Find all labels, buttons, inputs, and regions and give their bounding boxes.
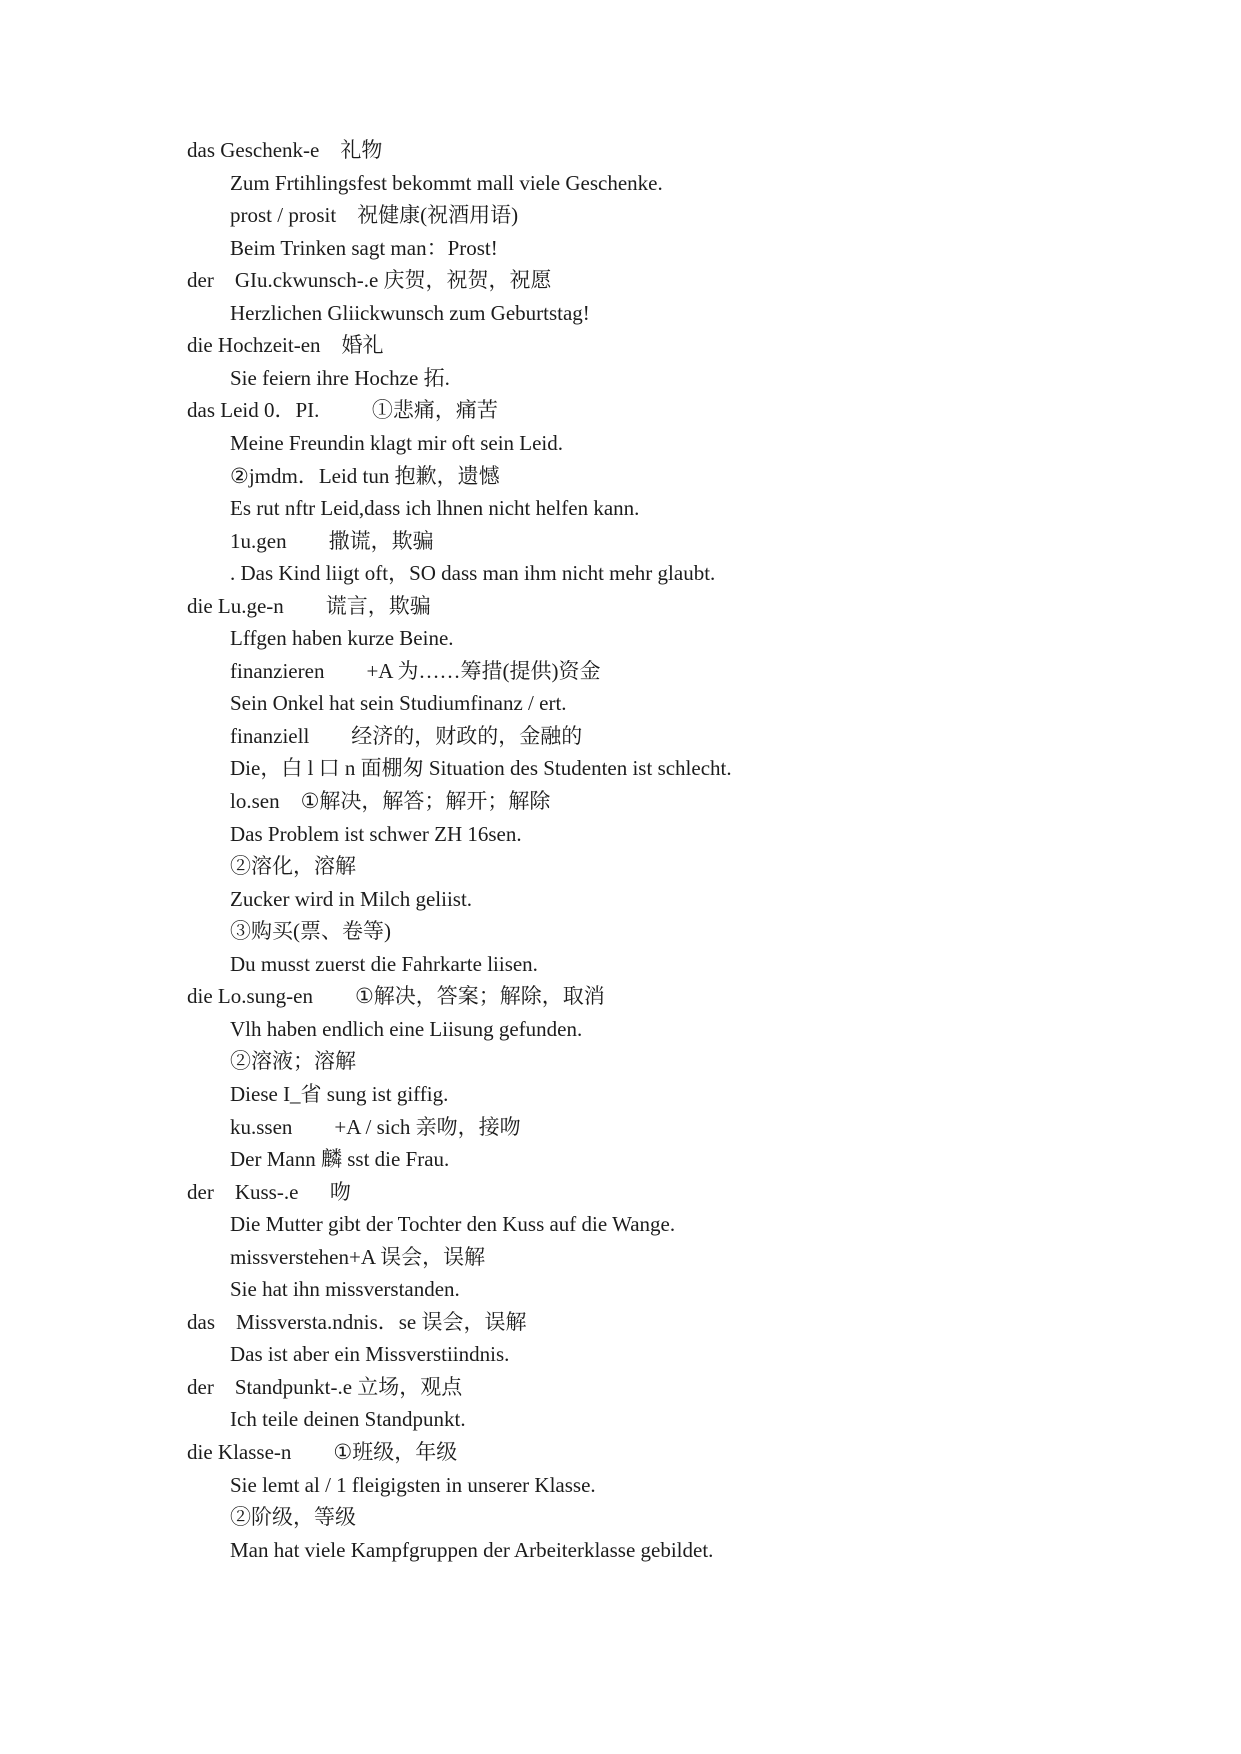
- example-line: Das Problem ist schwer ZH 16sen.: [230, 822, 522, 846]
- example-line: ②溶液；溶解: [230, 1049, 356, 1073]
- example-line: Es rut nftr Leid,dass ich lhnen nicht helfen kann.: [230, 496, 640, 520]
- headword-line: das Missversta.ndnis．se 误会，误解: [187, 1310, 527, 1334]
- example-line: Sein Onkel hat sein Studiumfinanz / ert.: [230, 691, 567, 715]
- example-line: Sie hat ihn missverstanden.: [230, 1277, 460, 1301]
- example-line: lo.sen ①解决，解答；解开；解除: [230, 789, 551, 813]
- example-line: Du musst zuerst die Fahrkarte liisen.: [230, 952, 538, 976]
- headword-line: die Klasse-n ①班级，年级: [187, 1440, 458, 1464]
- example-line: . Das Kind liigt oft，SO dass man ihm nicht mehr glaubt.: [230, 561, 716, 585]
- example-line: ku.ssen +A / sich 亲吻，接吻: [230, 1115, 521, 1139]
- headword-line: das Geschenk-e 礼物: [187, 138, 383, 162]
- example-line: missverstehen+A 误会，误解: [230, 1245, 486, 1269]
- example-line: Die Mutter gibt der Tochter den Kuss auf die Wange.: [230, 1212, 676, 1236]
- example-line: Zum Frtihlingsfest bekommt mall viele Geschenke.: [230, 171, 663, 195]
- headword-line: der GIu.ckwunsch-.e 庆贺，祝贺，祝愿: [187, 268, 552, 292]
- headword-line: die Hochzeit-en 婚礼: [187, 333, 384, 357]
- headword-line: die Lu.ge-n 谎言，欺骗: [187, 594, 431, 618]
- headword-line: der Kuss-.e 吻: [187, 1180, 351, 1204]
- example-line: Herzlichen Gliickwunsch zum Geburtstag!: [230, 301, 590, 325]
- example-line: Sie feiern ihre Hochze 拓.: [230, 366, 450, 390]
- headword-line: das Leid 0．PI. ①悲痛，痛苦: [187, 398, 498, 422]
- example-line: Das ist aber ein Missverstiindnis.: [230, 1342, 510, 1366]
- example-line: Der Mann 麟 sst die Frau.: [230, 1147, 450, 1171]
- example-line: prost / prosit 祝健康(祝酒用语): [230, 203, 519, 227]
- example-line: Sie lemt al / 1 fleigigsten in unserer Klasse.: [230, 1473, 596, 1497]
- example-line: Beim Trinken sagt man：Prost!: [230, 236, 498, 260]
- example-line: Diese I_省 sung ist giffig.: [230, 1082, 449, 1106]
- example-line: ②溶化，溶解: [230, 854, 356, 878]
- example-line: Ich teile deinen Standpunkt.: [230, 1407, 466, 1431]
- example-line: finanziell 经济的，财政的，金融的: [230, 724, 583, 748]
- example-line: Vlh haben endlich eine Liisung gefunden.: [230, 1017, 583, 1041]
- headword-line: der Standpunkt-.e 立场，观点: [187, 1375, 463, 1399]
- example-line: Man hat viele Kampfgruppen der Arbeiterklasse gebildet.: [230, 1538, 714, 1562]
- example-line: ③购买(票、卷等): [230, 919, 391, 943]
- example-line: Meine Freundin klagt mir oft sein Leid.: [230, 431, 564, 455]
- example-line: Die，白 l 口 n 面棚匆 Situation des Studenten ist schlecht.: [230, 756, 732, 780]
- example-line: ②jmdm．Leid tun 抱歉，遗憾: [230, 464, 500, 488]
- example-line: Lffgen haben kurze Beine.: [230, 626, 454, 650]
- example-line: ②阶级，等级: [230, 1505, 356, 1529]
- example-line: finanzieren +A 为……筹措(提供)资金: [230, 659, 601, 683]
- example-line: 1u.gen 撒谎，欺骗: [230, 529, 434, 553]
- headword-line: die Lo.sung-en ①解决，答案；解除，取消: [187, 984, 605, 1008]
- example-line: Zucker wird in Milch geliist.: [230, 887, 473, 911]
